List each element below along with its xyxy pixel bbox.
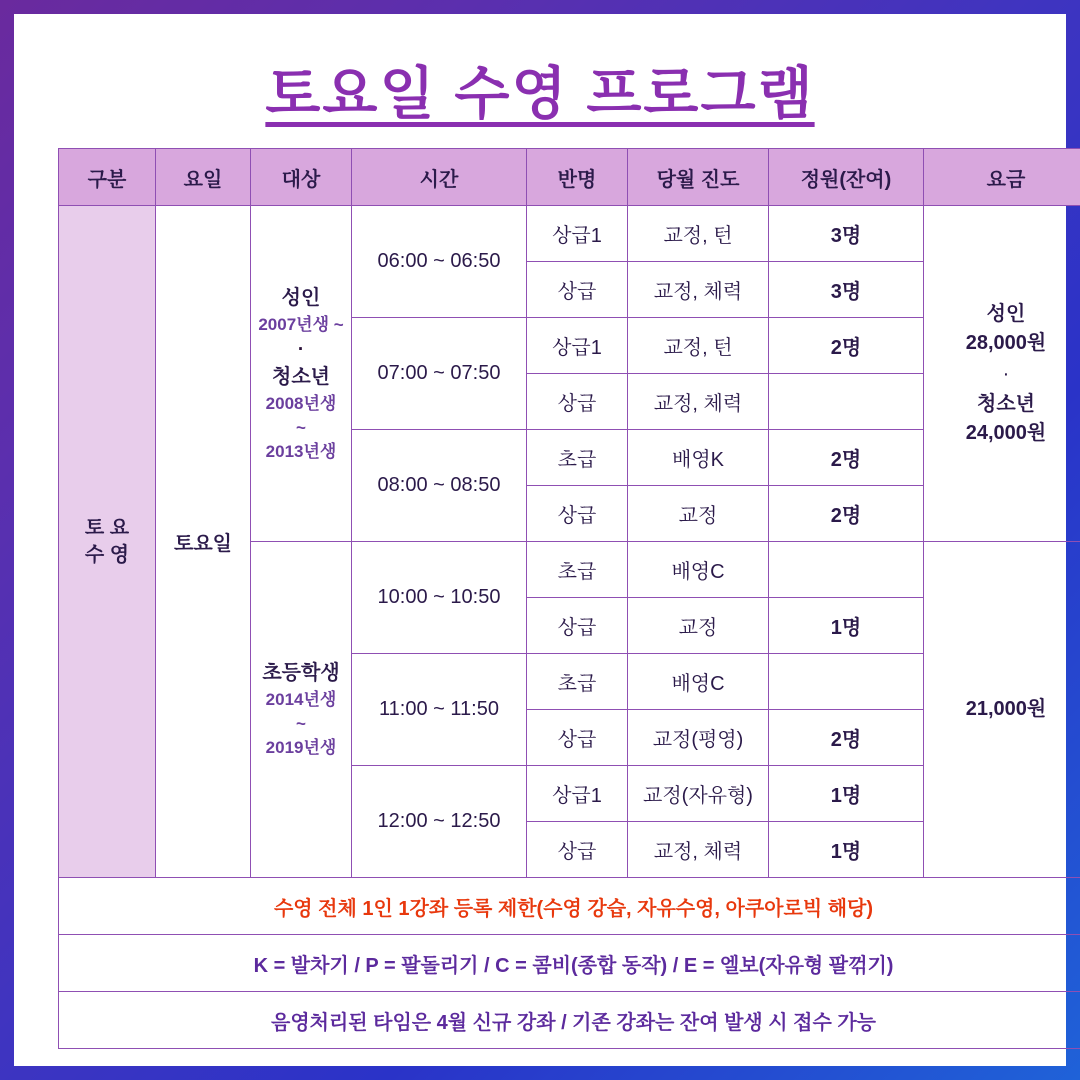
cell-capacity: 1명 (769, 766, 924, 822)
fee-separator: · (1002, 362, 1010, 385)
fee-adult-amount: 28,000원 (965, 331, 1047, 354)
cell-capacity: 1명 (769, 822, 924, 878)
cell-progress: 교정, 체력 (628, 822, 769, 878)
cell-time-0600: 06:00 ~ 06:50 (352, 206, 527, 318)
target-adult-name: 성인 (281, 286, 321, 309)
page-title: 토요일 수영 프로그램 (265, 62, 815, 126)
column-header-day: 요일 (156, 149, 251, 206)
cell-time-1000: 10:00 ~ 10:50 (352, 542, 527, 654)
cell-capacity: 2명 (769, 430, 924, 486)
column-header-class: 반명 (527, 149, 628, 206)
title-area (58, 40, 1022, 148)
cell-fee-adult-youth (924, 206, 1080, 542)
target-youth-birth-tilde: ~ (296, 417, 306, 437)
target-elementary-birth-tilde: ~ (296, 714, 306, 734)
cell-progress: 배영C (628, 542, 769, 598)
cell-class: 초급 (527, 654, 628, 710)
table-header (59, 149, 1080, 206)
note-shaded-times: 음영처리된 타임은 4월 신규 강좌 / 기존 강좌는 잔여 발생 시 접수 가능 (59, 992, 1080, 1049)
cell-class: 상급 (527, 710, 628, 766)
cell-capacity: 2명 (769, 486, 924, 542)
cell-capacity (769, 654, 924, 710)
column-header-capacity: 정원(잔여) (769, 149, 924, 206)
cell-capacity: 3명 (769, 206, 924, 262)
cell-day-label: 토요일 (156, 206, 251, 878)
fee-adult-label: 성인 (986, 302, 1026, 325)
target-elementary-name: 초등학생 (262, 662, 340, 685)
cell-class: 초급 (527, 430, 628, 486)
cell-class: 상급 (527, 262, 628, 318)
note-legend: K = 발차기 / P = 팔돌리기 / C = 콤비(종합 동작) / E = 엘보(자유형 팔꺾기) (59, 935, 1080, 992)
note-row (59, 992, 1080, 1049)
cell-time-1200: 12:00 ~ 12:50 (352, 766, 527, 878)
cell-fee-elementary (924, 542, 1080, 878)
cell-capacity (769, 374, 924, 430)
note-row (59, 878, 1080, 935)
group-label-line2: 수 영 (84, 543, 130, 566)
cell-progress: 배영K (628, 430, 769, 486)
column-header-group: 구분 (59, 149, 156, 206)
cell-time-0800: 08:00 ~ 08:50 (352, 430, 527, 542)
group-label-line1: 토 요 (84, 516, 130, 539)
cell-progress: 교정(평영) (628, 710, 769, 766)
cell-progress: 교정(자유형) (628, 766, 769, 822)
cell-capacity: 1명 (769, 598, 924, 654)
cell-class: 상급 (527, 822, 628, 878)
column-header-time: 시간 (352, 149, 527, 206)
target-adult-birth: 2007년생 ~ (258, 314, 344, 334)
cell-progress: 교정, 턴 (628, 318, 769, 374)
cell-class: 상급1 (527, 318, 628, 374)
cell-progress: 배영C (628, 654, 769, 710)
cell-class: 상급1 (527, 766, 628, 822)
column-header-fee: 요금 (924, 149, 1080, 206)
note-row (59, 935, 1080, 992)
table-row (59, 206, 1080, 262)
target-elementary-birth-from: 2014년생 (265, 690, 337, 710)
fee-elementary-amount: 21,000원 (965, 698, 1047, 720)
schedule-table (58, 148, 1080, 1049)
cell-capacity (769, 542, 924, 598)
cell-class: 상급 (527, 598, 628, 654)
fee-youth-amount: 24,000원 (965, 421, 1047, 444)
cell-class: 초급 (527, 542, 628, 598)
cell-progress: 교정, 턴 (628, 206, 769, 262)
cell-target-elementary (251, 542, 352, 878)
cell-progress: 교정, 체력 (628, 374, 769, 430)
cell-progress: 교정 (628, 486, 769, 542)
column-header-target: 대상 (251, 149, 352, 206)
target-youth-birth-from: 2008년생 (265, 394, 337, 413)
target-youth-name: 청소년 (272, 366, 330, 388)
cell-progress: 교정, 체력 (628, 262, 769, 318)
column-header-progress: 당월 진도 (628, 149, 769, 206)
cell-class: 상급1 (527, 206, 628, 262)
cell-capacity: 2명 (769, 318, 924, 374)
target-separator: · (297, 338, 305, 360)
cell-group-label (59, 206, 156, 878)
fee-youth-label: 청소년 (977, 392, 1035, 415)
cell-class: 상급 (527, 374, 628, 430)
cell-time-0700: 07:00 ~ 07:50 (352, 318, 527, 430)
cell-time-1100: 11:00 ~ 11:50 (352, 654, 527, 766)
poster-sheet (14, 14, 1066, 1066)
cell-progress: 교정 (628, 598, 769, 654)
cell-class: 상급 (527, 486, 628, 542)
cell-capacity: 2명 (769, 710, 924, 766)
target-elementary-birth-to: 2019년생 (265, 737, 337, 757)
cell-capacity: 3명 (769, 262, 924, 318)
cell-target-adult (251, 206, 352, 542)
table-body (59, 206, 1080, 1049)
note-registration-limit: 수영 전체 1인 1강좌 등록 제한(수영 강습, 자유수영, 아쿠아로빅 해당) (59, 878, 1080, 935)
table-header-row (59, 149, 1080, 206)
target-youth-birth-to: 2013년생 (265, 441, 337, 461)
